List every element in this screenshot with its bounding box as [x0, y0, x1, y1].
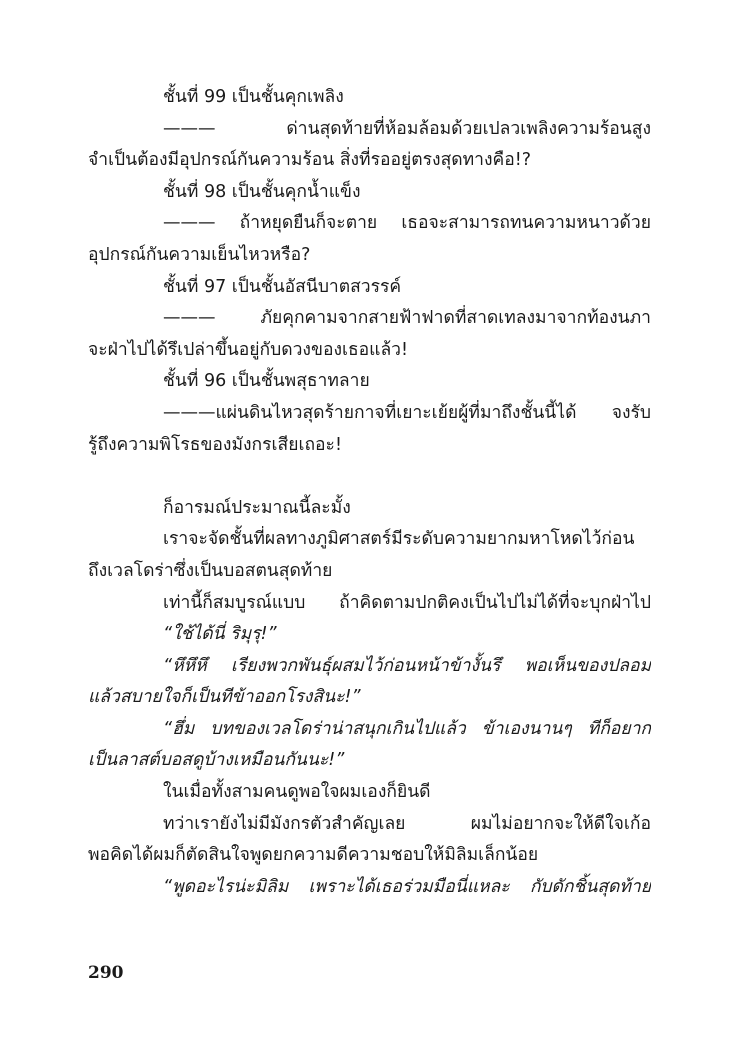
text-line: ชั้นที่ 96 เป็นชั้นพสุธาทลาย: [163, 371, 370, 392]
text-line: ถึงเวลโดร่าซึ่งเป็นบอสตนสุดท้าย: [88, 560, 333, 581]
text-line: ในเมื่อทั้งสามคนดูพอใจผมเองก็ยินดี: [163, 782, 431, 803]
text-line: ——— ถ้าหยุดยืนก็จะตาย เธอจะสามารถทนความหนาวด้วย: [163, 213, 651, 234]
text-line: ——— ภัยคุกคามจากสายฟ้าฟาดที่สาดเทลงมาจากท้องนภา: [163, 308, 651, 329]
text-line: เป็นลาสต์บอสดูบ้างเหมือนกันนะ!”: [88, 750, 345, 771]
text-line: อุปกรณ์กันความเย็นไหวหรือ?: [88, 244, 311, 265]
text-line: จะฝ่าไปได้รึเปล่าขึ้นอยู่กับดวงของเธอแล้ว!: [88, 339, 409, 360]
page-body: [88, 82, 651, 903]
text-line: แล้วสบายใจก็เป็นทีข้าออกโรงสินะ!”: [88, 687, 361, 708]
text-line: “ฮึ่ม บทของเวลโดร่าน่าสนุกเกินไปแล้ว ข้าเองนานๆ ทีก็อยาก: [163, 718, 651, 739]
blank-line: [88, 461, 651, 493]
text-line: ——— ด่านสุดท้ายที่ห้อมล้อมด้วยเปลวเพลิงความร้อนสูง: [163, 118, 651, 139]
text-line: เท่านี้ก็สมบูรณ์แบบ ถ้าคิดตามปกติคงเป็นไปไม่ได้ที่จะบุกฝ่าไป: [163, 592, 651, 613]
text-line: จำเป็นต้องมีอุปกรณ์กันความร้อน สิ่งที่รออยู่ตรงสุดทางคือ!?: [88, 150, 532, 171]
text-line: ชั้นที่ 98 เป็นชั้นคุกน้ำแข็ง: [163, 181, 361, 202]
text-line: ชั้นที่ 99 เป็นชั้นคุกเพลิง: [163, 87, 344, 107]
text-line: พอคิดได้ผมก็ตัดสินใจพูดยกความดีความชอบให้มิลิมเล็กน้อย: [88, 845, 539, 866]
text-line: ก็อารมณ์ประมาณนี้ละมั้ง: [163, 497, 351, 518]
text-line: “ใช้ได้นี่ ริมุรุ!”: [163, 624, 277, 645]
text-line: ชั้นที่ 97 เป็นชั้นอัสนีบาตสวรรค์: [163, 276, 402, 297]
text-line: “หึหึหึ เรียงพวกพันธุ์ผสมไว้ก่อนหน้าข้างั้นรึ พอเห็นของปลอม: [163, 655, 651, 676]
text-line: “พูดอะไรน่ะมิลิม เพราะได้เธอร่วมมือนี่แหละ กับดักชิ้นสุดท้าย: [163, 876, 651, 897]
text-line: เราจะจัดชั้นที่ผลทางภูมิศาสตร์มีระดับความยากมหาโหดไว้ก่อน: [163, 529, 635, 550]
text-line: ———แผ่นดินไหวสุดร้ายกาจที่เยาะเย้ยผู้ที่มาถึงชั้นนี้ได้ จงรับ: [163, 402, 651, 423]
text-line: รู้ถึงความพิโรธของมังกรเสียเถอะ!: [88, 434, 342, 455]
text-line: ทว่าเรายังไม่มีมังกรตัวสำคัญเลย ผมไม่อยากจะให้ดีใจเก้อ: [163, 813, 651, 834]
page-number: 290: [88, 963, 124, 983]
